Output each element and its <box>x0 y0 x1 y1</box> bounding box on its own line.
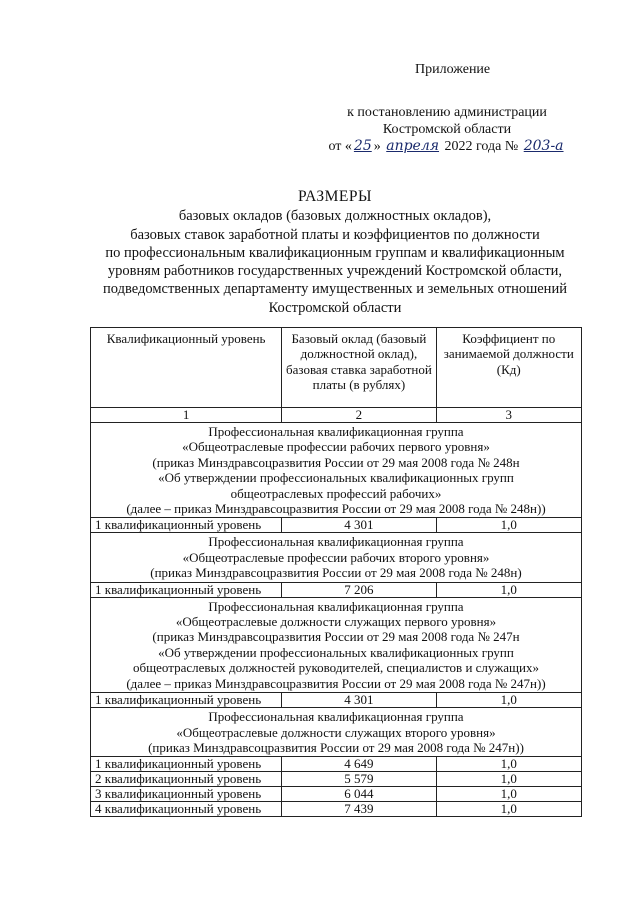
date-month-handwritten: апреля <box>386 138 440 154</box>
title-line: Костромской области <box>268 299 402 316</box>
cell-level: 1 квалификационный уровень <box>91 693 282 708</box>
cell-coefficient: 1,0 <box>436 582 581 597</box>
title-line: уровням работников государственных учреждений Костромской области, <box>107 263 563 280</box>
title-heading: РАЗМЕРЫ <box>297 188 373 205</box>
header-qualification-level: Квалификационный уровень <box>91 328 282 408</box>
group-heading <box>91 423 582 518</box>
table-row <box>91 802 582 817</box>
group-line: (приказ Минздравсоцразвития России от 29 мая 2008 года № 247н <box>152 629 520 645</box>
cell-salary: 4 649 <box>282 757 436 772</box>
header-base-salary: Базовый оклад (базовый должностной оклад), базовая ставка заработной платы (в рублях) <box>282 328 436 408</box>
group-line: «Общеотраслевые профессии рабочих первого уровня» <box>182 439 490 455</box>
title-line: базовых ставок заработной платы и коэффициентов по должности <box>130 226 540 243</box>
group-heading <box>91 533 582 582</box>
salary-table <box>90 327 582 817</box>
cell-salary: 7 206 <box>282 582 436 597</box>
group-line: Профессиональная квалификационная группа <box>208 424 464 439</box>
group-line: (приказ Минздравсоцразвития России от 29 мая 2008 года № 248н <box>152 454 520 470</box>
group-line: «Общеотраслевые профессии рабочих второго уровня» <box>182 549 490 565</box>
group-heading-row <box>91 423 582 518</box>
cell-salary: 5 579 <box>282 772 436 787</box>
reference-line-2: Костромской области <box>382 122 512 137</box>
cell-coefficient: 1,0 <box>436 518 581 533</box>
cell-salary: 6 044 <box>282 787 436 802</box>
table-row <box>91 518 582 533</box>
cell-salary: 4 301 <box>282 693 436 708</box>
group-heading-row <box>91 533 582 582</box>
date-mid: » <box>373 139 381 154</box>
date-day-handwritten: 25 <box>353 138 372 154</box>
document-number-handwritten: 203-а <box>523 138 564 154</box>
table-row <box>91 693 582 708</box>
title-line: базовых окладов (базовых должностных окладов), <box>178 208 492 225</box>
date-prefix: от « <box>328 139 352 154</box>
column-number: 2 <box>282 408 436 423</box>
table-row <box>91 787 582 802</box>
group-heading-row <box>91 708 582 757</box>
document-title <box>70 188 600 317</box>
table-row <box>91 582 582 597</box>
group-line: «Общеотраслевые должности служащих первого уровня» <box>175 614 497 630</box>
cell-coefficient: 1,0 <box>436 693 581 708</box>
cell-coefficient: 1,0 <box>436 772 581 787</box>
cell-level: 2 квалификационный уровень <box>91 772 282 787</box>
group-line: (далее – приказ Минздравсоцразвития России от 29 мая 2008 года № 248н)) <box>126 501 546 517</box>
title-line: подведомственных департаменту имущественных и земельных отношений <box>103 281 567 298</box>
group-line: общеотраслевых должностей руководителей, специалистов и служащих» <box>133 660 539 676</box>
cell-level: 1 квалификационный уровень <box>91 518 282 533</box>
table-header-row <box>91 328 582 408</box>
cell-coefficient: 1,0 <box>436 757 581 772</box>
cell-level: 3 квалификационный уровень <box>91 787 282 802</box>
date-year: 2022 года № <box>444 139 519 154</box>
group-line: (приказ Минздравсоцразвития России от 29 мая 2008 года № 248н) <box>150 565 522 581</box>
table-row <box>91 757 582 772</box>
group-line: «Об утверждении профессиональных квалификационных групп <box>158 470 514 486</box>
group-line: Профессиональная квалификационная группа <box>208 709 464 725</box>
group-heading-row <box>91 597 582 692</box>
group-line: (приказ Минздравсоцразвития России от 29 мая 2008 года № 247н)) <box>148 739 524 755</box>
cell-level: 4 квалификационный уровень <box>91 802 282 817</box>
reference-date-line <box>317 138 577 155</box>
cell-coefficient: 1,0 <box>436 802 581 817</box>
header-coefficient: Коэффициент по занимаемой должности (Кд) <box>436 328 581 408</box>
group-line: Профессиональная квалификационная группа <box>208 598 464 614</box>
cell-coefficient: 1,0 <box>436 787 581 802</box>
group-line: «Общеотраслевые должности служащих второго уровня» <box>176 724 496 740</box>
resolution-reference <box>317 104 577 155</box>
group-line: Профессиональная квалификационная группа <box>208 534 464 550</box>
group-line: «Об утверждении профессиональных квалификационных групп <box>158 644 514 660</box>
group-line: (далее – приказ Минздравсоцразвития России от 29 мая 2008 года № 247н)) <box>126 675 546 691</box>
cell-salary: 7 439 <box>282 802 436 817</box>
table-row <box>91 772 582 787</box>
group-line: общеотраслевых профессий рабочих» <box>230 485 442 501</box>
column-number-row <box>91 408 582 423</box>
cell-salary: 4 301 <box>282 518 436 533</box>
group-heading <box>91 708 582 757</box>
column-number: 3 <box>436 408 581 423</box>
group-heading <box>91 597 582 692</box>
cell-level: 1 квалификационный уровень <box>91 757 282 772</box>
cell-level: 1 квалификационный уровень <box>91 582 282 597</box>
title-line: по профессиональным квалификационным группам и квалификационным <box>105 244 565 261</box>
reference-line-1: к постановлению администрации <box>347 105 547 120</box>
appendix-label: Приложение <box>415 62 491 77</box>
column-number: 1 <box>91 408 282 423</box>
